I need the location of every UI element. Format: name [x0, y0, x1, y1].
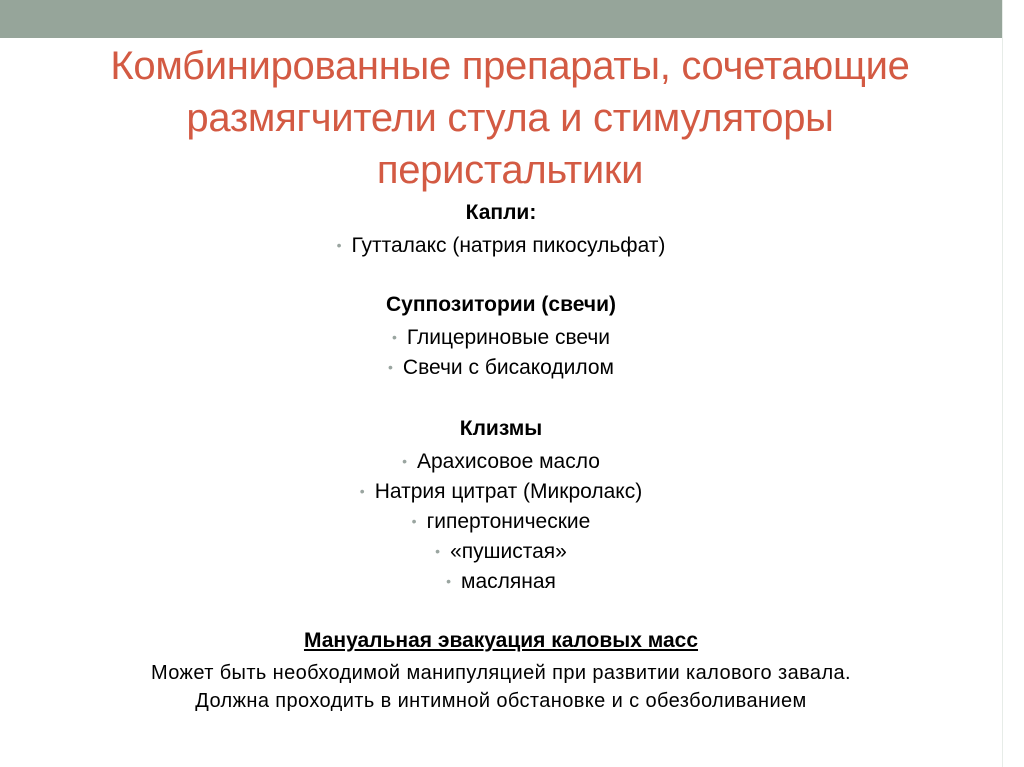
title-line-3: перистальтики [376, 148, 644, 192]
title-line-2: размягчители стула и стимуляторы [186, 96, 834, 140]
list-item [0, 232, 1002, 259]
list-item-label: «пушистая» [450, 540, 567, 563]
list-item [0, 568, 1002, 595]
bullet-icon: • [446, 573, 451, 589]
section-heading-manual: Мануальная эвакуация каловых масс [303, 629, 699, 652]
bullet-icon: • [359, 483, 365, 499]
section-heading-enemas: Клизмы [459, 417, 543, 440]
title-line-1: Комбинированные препараты, сочетающие [110, 44, 910, 88]
slide-title [40, 40, 980, 196]
list-item-label: Арахисовое масло [416, 450, 600, 473]
manual-note-1: Может быть необходимой манипуляцией при развитии калового завала. [150, 662, 852, 684]
list-item-label: Натрия цитрат (Микролакс) [374, 480, 643, 503]
list-item [0, 448, 1002, 475]
section-heading-drops: Капли: [465, 201, 537, 224]
list-item-label: гипертонические [426, 510, 591, 533]
list-item [0, 508, 1002, 535]
top-accent-bar [0, 0, 1002, 38]
bullet-icon: • [435, 543, 441, 559]
section-heading-suppositories: Суппозитории (свечи) [386, 293, 616, 316]
list-item [0, 354, 1002, 381]
manual-note-2: Должна проходить в интимной обстановке и с обезболиванием [195, 690, 807, 712]
bullet-icon: • [336, 237, 342, 253]
bullet-icon: • [411, 513, 417, 529]
list-item [0, 324, 1002, 351]
bullet-icon: • [388, 359, 393, 375]
bullet-icon: • [402, 453, 407, 469]
list-item-label: Свечи с бисакодилом [402, 356, 614, 379]
bullet-icon: • [391, 329, 397, 345]
list-item [0, 478, 1002, 505]
right-edge-strip [1002, 0, 1024, 767]
list-item-label: Глицериновые свечи [406, 326, 611, 349]
list-item [0, 538, 1002, 565]
list-item-label: Гутталакс (натрия пикосульфат) [351, 234, 666, 257]
list-item-label: масляная [461, 570, 556, 593]
